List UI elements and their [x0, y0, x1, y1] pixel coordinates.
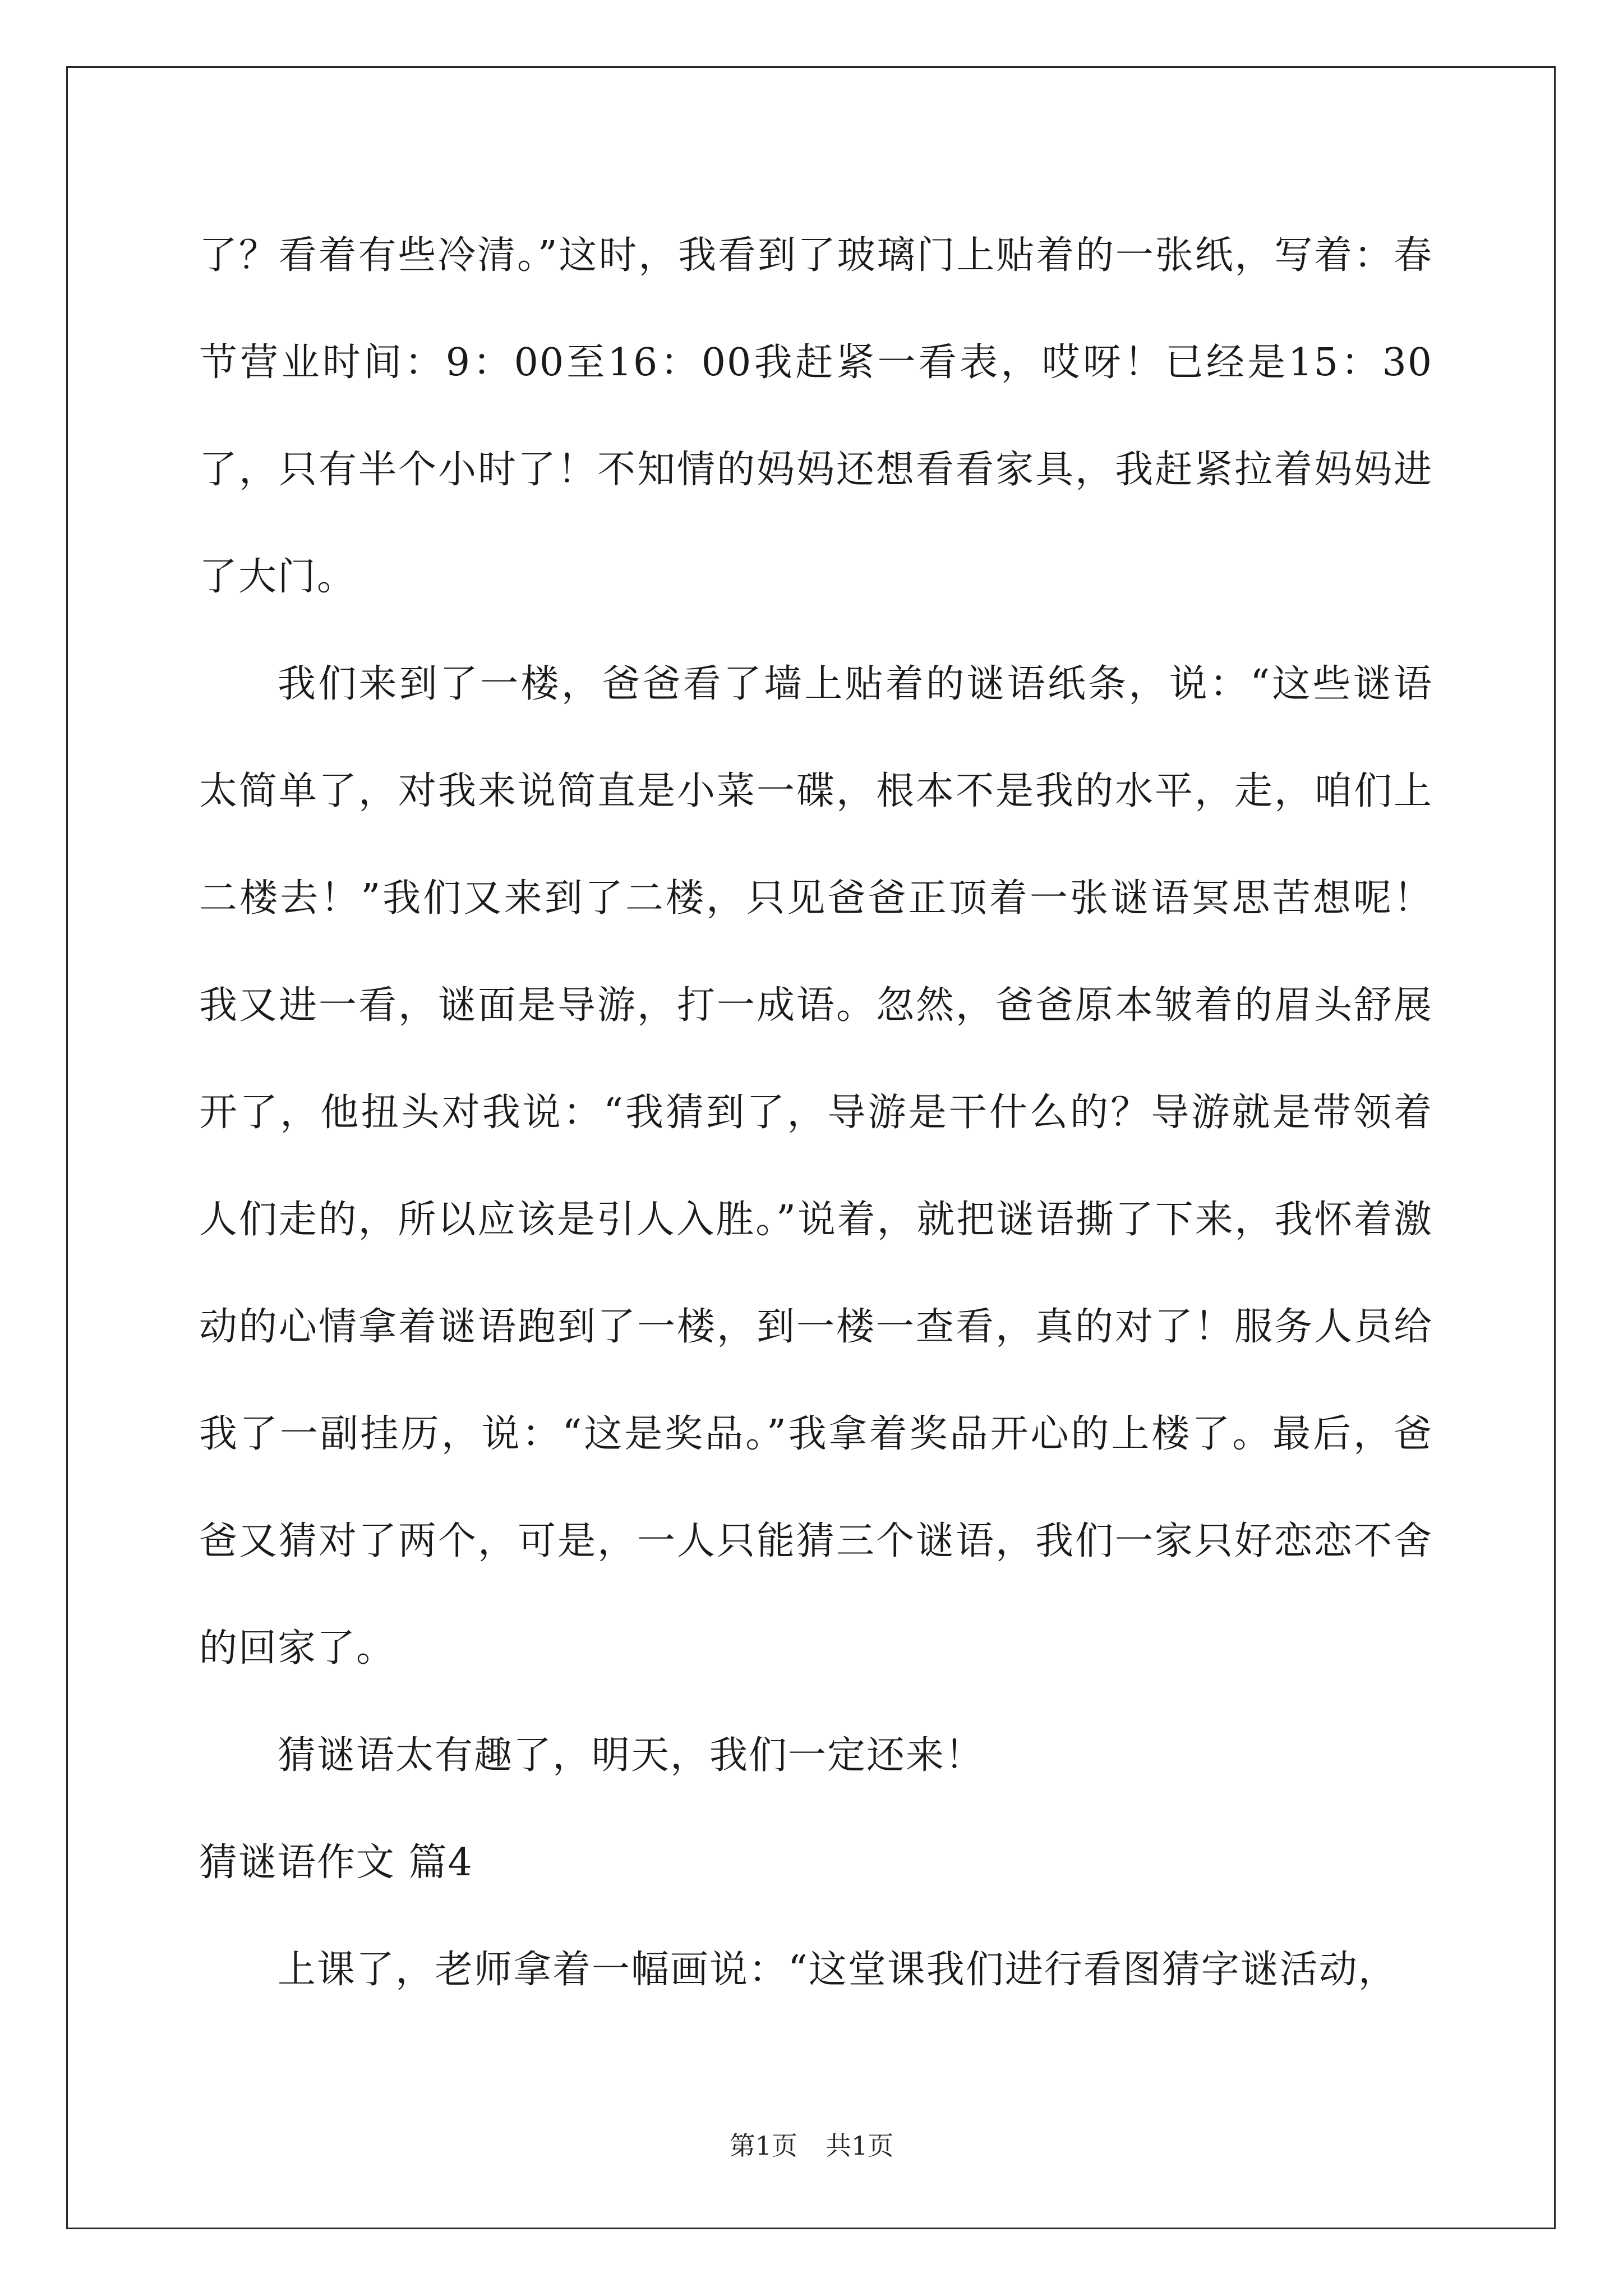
page-number: 第1页 — [729, 2131, 797, 2161]
paragraph-3: 猜谜语太有趣了，明天，我们一定还来！ — [278, 1733, 985, 1778]
page-footer — [0, 2129, 1623, 2162]
document-body — [199, 202, 1433, 2023]
paragraph-4: 上课了，老师拿着一幅画说：“这堂课我们进行看图猜字谜活动， — [278, 1948, 1398, 1992]
section-heading: 猜谜语作文 篇4 — [199, 1841, 473, 1885]
page-total: 共1页 — [826, 2131, 894, 2161]
paragraph-1: 了？看着有些冷清。”这时，我看到了玻璃门上贴着的一张纸，写着：春节营业时间：9：00至16：00我赶紧一看表，哎呀！已经是15：30了，只有半个小时了！不知情的妈妈还想看看家具，我赶紧拉着妈妈进了大门。 — [199, 233, 1433, 599]
paragraph-2: 我们来到了一楼，爸爸看了墙上贴着的谜语纸条，说：“这些谜语太简单了，对我来说简直是小菜一碟，根本不是我的水平，走，咱们上二楼去！”我们又来到了二楼，只见爸爸正顶着一张谜语冥思苦想呢！我又进一看，谜面是导游，打一成语。忽然，爸爸原本皱着的眉头舒展开了，他扭头对我说：“我猜到了，导游是干什么的？导游就是带领着人们走的，所以应该是引人入胜。”说着，就把谜语撕了下来，我怀着激动的心情拿着谜语跑到了一楼，到一楼一查看，真的对了！服务人员给我了一副挂历，说：“这是奖品。”我拿着奖品开心的上楼了。最后，爸爸又猜对了两个，可是，一人只能猜三个谜语，我们一家只好恋恋不舍的回家了。 — [199, 662, 1433, 1671]
